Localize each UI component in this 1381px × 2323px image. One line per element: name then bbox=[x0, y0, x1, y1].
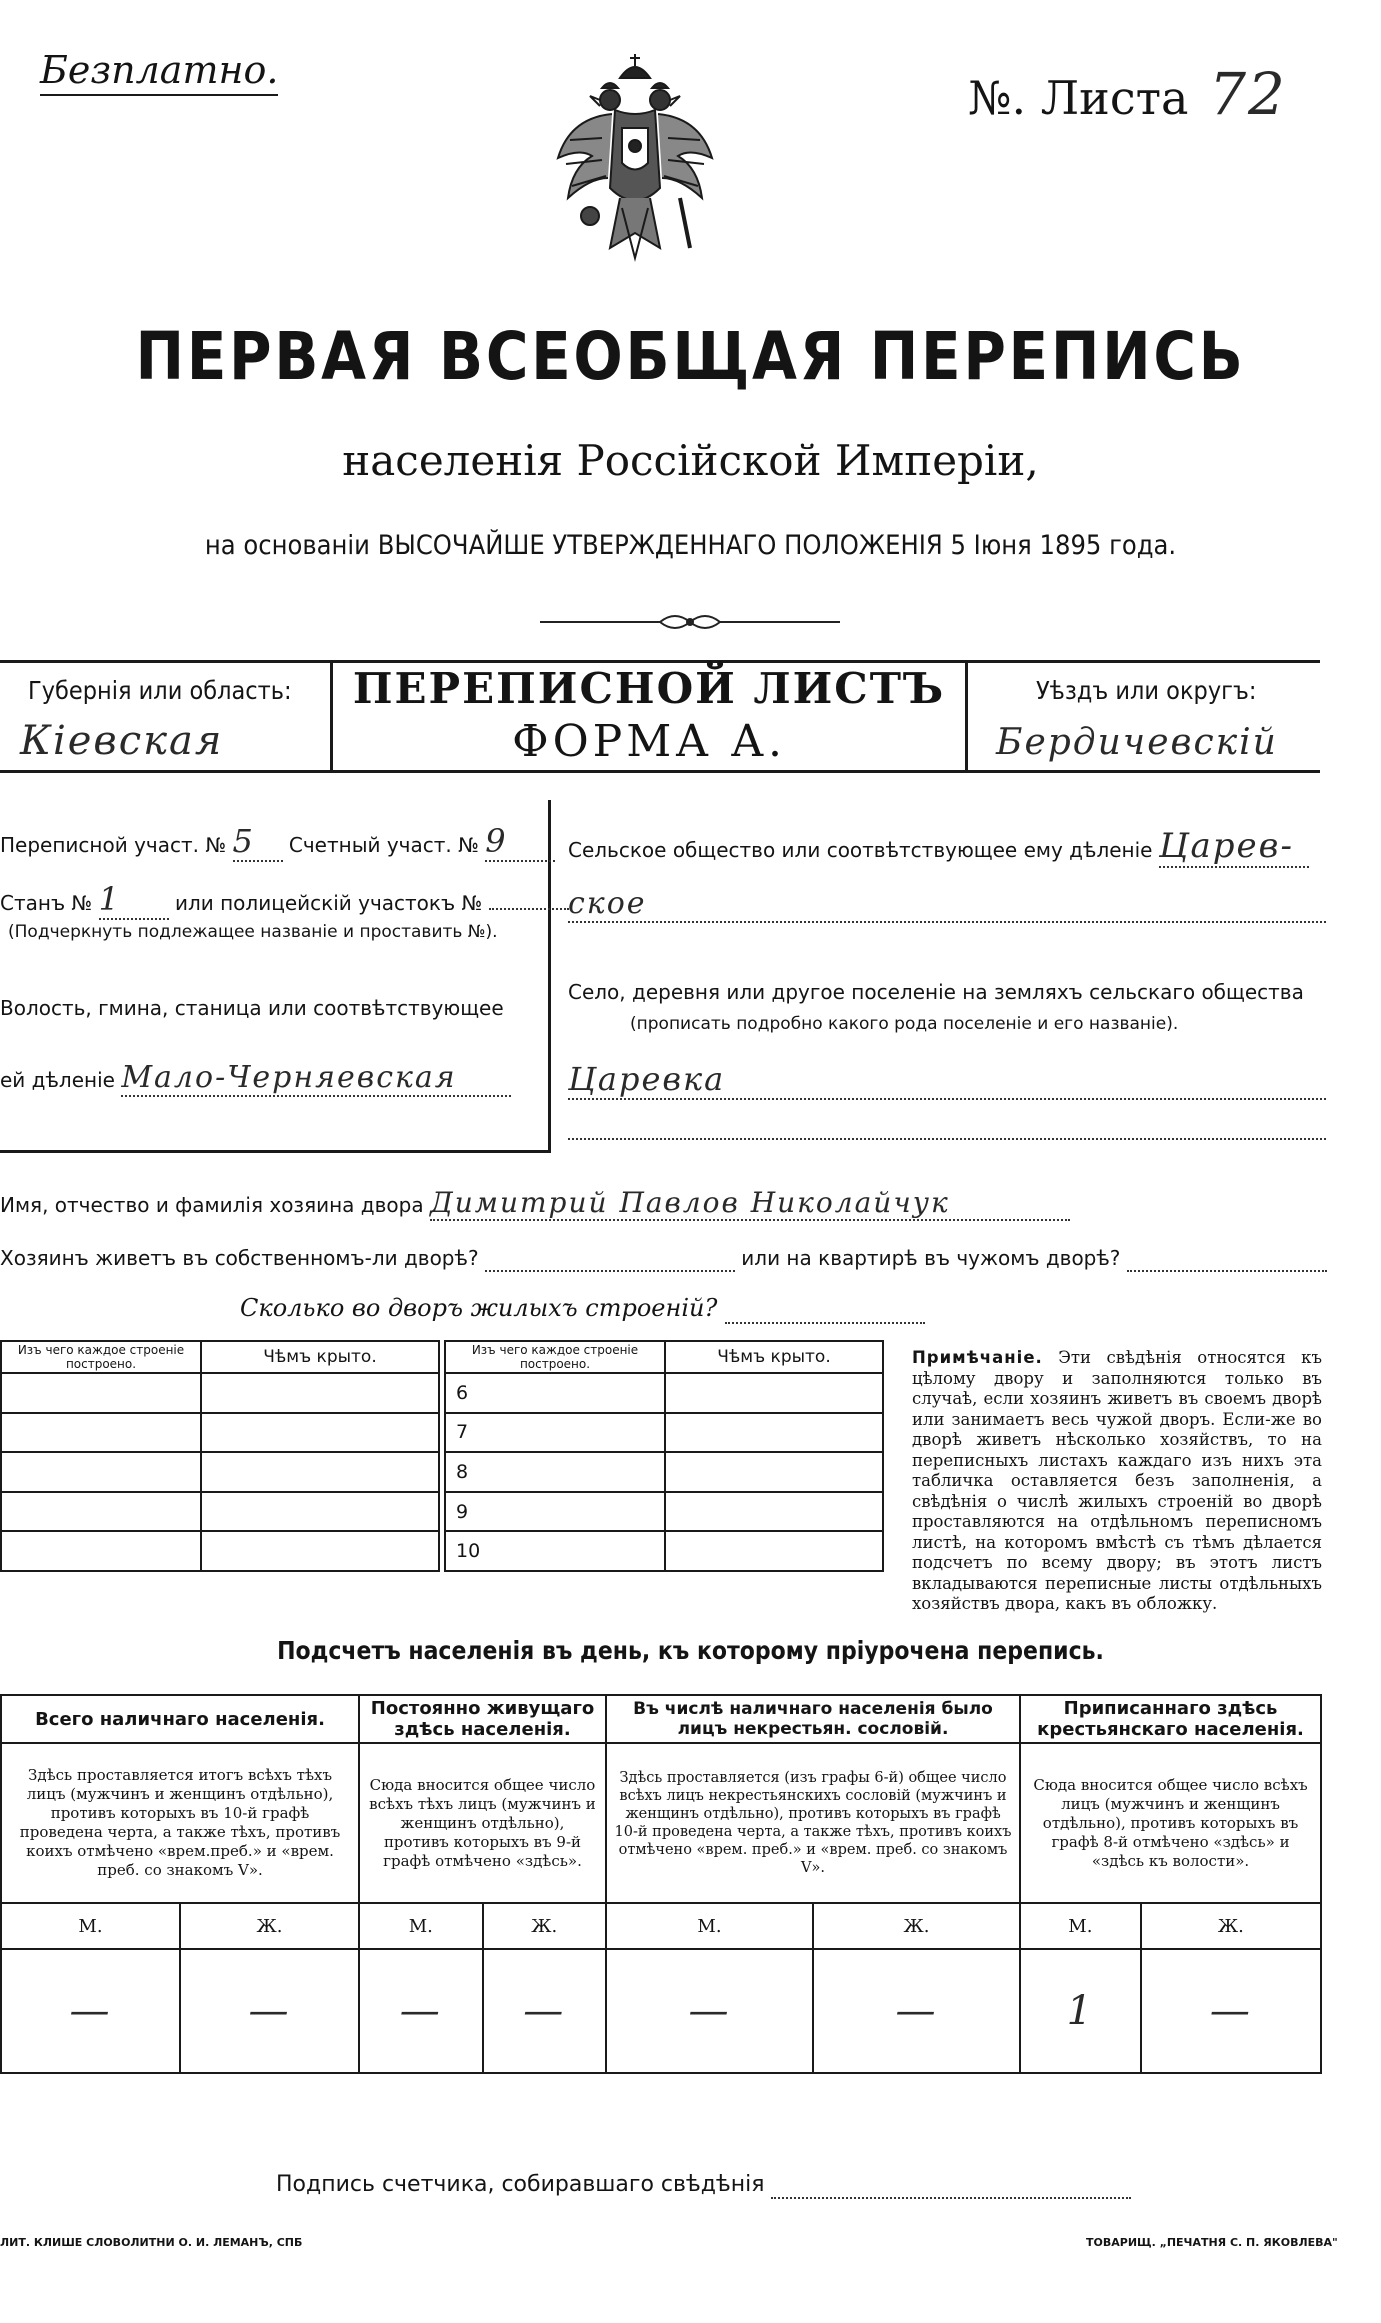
free-label: Безплатно. bbox=[40, 48, 278, 96]
page-title: ПЕРВАЯ ВСЕОБЩАЯ ПЕРЕПИСЬ bbox=[135, 318, 1246, 395]
col-permanent-desc: Сюда вносится общее число всѣхъ тѣхъ лицъ (мужчинъ и женщинъ отдѣльно), противъ которыхъ въ 9-й графѣ отмѣчено «здѣсь». bbox=[359, 1743, 606, 1903]
col-nonpeasant-desc: Здѣсь проставляется (изъ графы 6-й) общее число всѣхъ лицъ некрестьянскихъ сословій (мужчинъ и женщинъ отдѣльно), противъ которыхъ въ графѣ 10-й проведена черта, а также тѣхъ, противъ коихъ отмѣчено «врем. преб.» и «врем. преб. со знакомъ V». bbox=[606, 1743, 1020, 1903]
table-row: 7 bbox=[445, 1413, 665, 1453]
total-male-value: — bbox=[1, 1949, 180, 2073]
division-row: ей дѣленіе Мало-Черняевская bbox=[0, 1060, 540, 1097]
eagle-emblem-icon bbox=[550, 48, 720, 288]
ornament-icon bbox=[540, 610, 840, 634]
province-label: Губернія или область: bbox=[28, 676, 292, 705]
table-row: 9 bbox=[445, 1492, 665, 1532]
district-label: Уѣздъ или округъ: bbox=[1036, 676, 1257, 705]
male-header: М. bbox=[359, 1903, 482, 1949]
society-value-2: ское bbox=[568, 886, 1326, 923]
total-female-value: — bbox=[180, 1949, 359, 2073]
stan-row: Станъ № 1 или полицейскій участокъ № bbox=[0, 880, 540, 920]
form-name: ФОРМА А. bbox=[512, 716, 786, 767]
signature-value bbox=[771, 2172, 1131, 2199]
rented-value bbox=[1127, 1246, 1327, 1272]
volost-label: Волость, гмина, станица или соотвѣтствующее bbox=[0, 996, 504, 1020]
col-total-header: Всего наличнаго населенія. bbox=[1, 1695, 359, 1743]
col-peasant-header: Приписаннаго здѣсь крестьянскаго населенія. bbox=[1020, 1695, 1321, 1743]
sheet-title: ПЕРЕПИСНОЙ ЛИСТЪ bbox=[352, 664, 946, 713]
signature-row: Подпись счетчика, собиравшаго свѣдѣнія bbox=[276, 2172, 1276, 2199]
table-row: 8 bbox=[445, 1452, 665, 1492]
col-roof-header-right: Чѣмъ крыто. bbox=[665, 1341, 883, 1373]
table-row bbox=[1, 1531, 201, 1571]
population-table bbox=[0, 1694, 1322, 2074]
male-header: М. bbox=[1, 1903, 180, 1949]
sheet-number-label: №. Листа bbox=[968, 71, 1189, 125]
buildings-note bbox=[912, 1348, 1322, 1615]
table-row bbox=[1, 1452, 201, 1492]
buildings-table-right bbox=[444, 1340, 884, 1572]
buildings-count-value bbox=[725, 1294, 925, 1324]
peasant-male-value: 1 bbox=[1020, 1949, 1141, 2073]
village-row bbox=[568, 1060, 1328, 1100]
form-top-rule bbox=[0, 660, 1320, 663]
table-row: 10 bbox=[445, 1531, 665, 1571]
col-material-header-right: Изъ чего каждое строеніе построено. bbox=[445, 1341, 665, 1373]
female-header: Ж. bbox=[483, 1903, 606, 1949]
society-value-1: Царев- bbox=[1159, 826, 1309, 868]
col-permanent-header: Постоянно живущаго здѣсь населенія. bbox=[359, 1695, 606, 1743]
society-row-2 bbox=[568, 886, 1328, 923]
buildings-table-left bbox=[0, 1340, 440, 1572]
printer-right: ТОВАРИЩ. „ПЕЧАТНЯ С. П. ЯКОВЛЕВА" bbox=[1086, 2236, 1338, 2249]
male-header: М. bbox=[606, 1903, 813, 1949]
residence-row: Хозяинъ живетъ въ собственномъ-ли дворѣ? или на квартирѣ въ чужомъ дворѣ? bbox=[0, 1246, 1330, 1272]
female-header: Ж. bbox=[813, 1903, 1020, 1949]
stan-value: 1 bbox=[99, 880, 169, 920]
police-value bbox=[489, 908, 569, 910]
village-label: Село, деревня или другое поселеніе на земляхъ сельскаго общества bbox=[568, 980, 1304, 1004]
basis-line: на основаніи ВЫСОЧАЙШЕ УТВЕРЖДЕННАГО ПОЛОЖЕНІЯ 5 Іюня 1895 года. bbox=[204, 530, 1177, 561]
table-row bbox=[1, 1413, 201, 1453]
table-row bbox=[1, 1492, 201, 1532]
district-value: Бердичевскій bbox=[996, 722, 1278, 763]
sheet-number-value: 72 bbox=[1209, 60, 1287, 128]
col-peasant-desc: Сюда вносится общее число всѣхъ лицъ (мужчинъ и женщинъ отдѣльно), противъ которыхъ въ графѣ 8-й отмѣчено «здѣсь» и «здѣсь къ волости». bbox=[1020, 1743, 1321, 1903]
col-nonpeasant-header: Въ числѣ наличнаго населенія было лицъ некрестьян. сословій. bbox=[606, 1695, 1020, 1743]
owner-row: Имя, отчество и фамилія хозяина двора Димитрий Павлов Николайчук bbox=[0, 1186, 1330, 1221]
permanent-female-value: — bbox=[483, 1949, 606, 2073]
table-row bbox=[1, 1373, 201, 1413]
society-row: Сельское общество или соотвѣтствующее ему дѣленіе Царев- bbox=[568, 826, 1328, 868]
province-value: Кіевская bbox=[20, 718, 224, 764]
village-note: (прописать подробно какого рода поселеніе и его названіе). bbox=[630, 1014, 1179, 1034]
ornament-divider bbox=[540, 610, 840, 639]
peasant-female-value: — bbox=[1141, 1949, 1321, 2073]
census-area-value: 5 bbox=[233, 822, 283, 862]
sheet-number bbox=[968, 60, 1287, 128]
female-header: Ж. bbox=[180, 1903, 359, 1949]
permanent-male-value: — bbox=[359, 1949, 482, 2073]
male-header: М. bbox=[1020, 1903, 1141, 1949]
owner-name-value: Димитрий Павлов Николайчук bbox=[430, 1186, 1070, 1221]
printer-left: ЛИТ. КЛИШЕ СЛОВОЛИТНИ О. И. ЛЕМАНЪ, СПБ bbox=[0, 2236, 303, 2249]
underline-note: (Подчеркнуть подлежащее названіе и проставить №). bbox=[8, 922, 498, 942]
village-value: Царевка bbox=[568, 1060, 1326, 1100]
col-total-desc: Здѣсь проставляется итогъ всѣхъ тѣхъ лицъ (мужчинъ и женщинъ отдѣльно), противъ которыхъ въ 10-й графѣ проведена черта, а также тѣхъ, противъ коихъ отмѣчено «врем.преб.» и «врем. преб. со знакомъ V». bbox=[1, 1743, 359, 1903]
census-area-row: Переписной участ. № 5 Счетный участ. № 9 bbox=[0, 822, 540, 862]
col-roof-header: Чѣмъ крыто. bbox=[201, 1341, 439, 1373]
col-material-header: Изъ чего каждое строеніе построено. bbox=[1, 1341, 201, 1373]
page-subtitle: населенія Россійской Имперіи, bbox=[342, 436, 1039, 485]
count-area-value: 9 bbox=[485, 822, 555, 862]
note-label: Примѣчаніе. bbox=[912, 1348, 1043, 1367]
female-header: Ж. bbox=[1141, 1903, 1321, 1949]
table-row: 6 bbox=[445, 1373, 665, 1413]
population-title: Подсчетъ населенія въ день, къ которому пріурочена перепись. bbox=[277, 1636, 1104, 1665]
nonpeasant-male-value: — bbox=[606, 1949, 813, 2073]
own-yard-value bbox=[485, 1246, 735, 1272]
buildings-row: Сколько во дворъ жилыхъ строеній? bbox=[240, 1294, 1140, 1324]
note-text: Эти свѣдѣнія относятся къ цѣлому двору и заполняются только въ случаѣ, если хозяинъ живетъ въ своемъ дворѣ или занимаетъ весь чужой дворъ. Если-же во дворѣ живетъ нѣсколько хозяйствъ, то на переписныхъ листахъ каждаго изъ нихъ эта табличка оставляется безъ заполненія, а свѣдѣнія о числѣ жилыхъ строеній во дворѣ проставляются на отдѣльномъ переписномъ листѣ, на которомъ вмѣстѣ съ тѣмъ дѣлается подсчетъ по всему двору; въ этотъ листъ вкладываются переписные листы отдѣльныхъ хозяйствъ двора, какъ въ обложку. bbox=[912, 1348, 1322, 1613]
nonpeasant-female-value: — bbox=[813, 1949, 1020, 2073]
division-value: Мало-Черняевская bbox=[121, 1060, 511, 1097]
